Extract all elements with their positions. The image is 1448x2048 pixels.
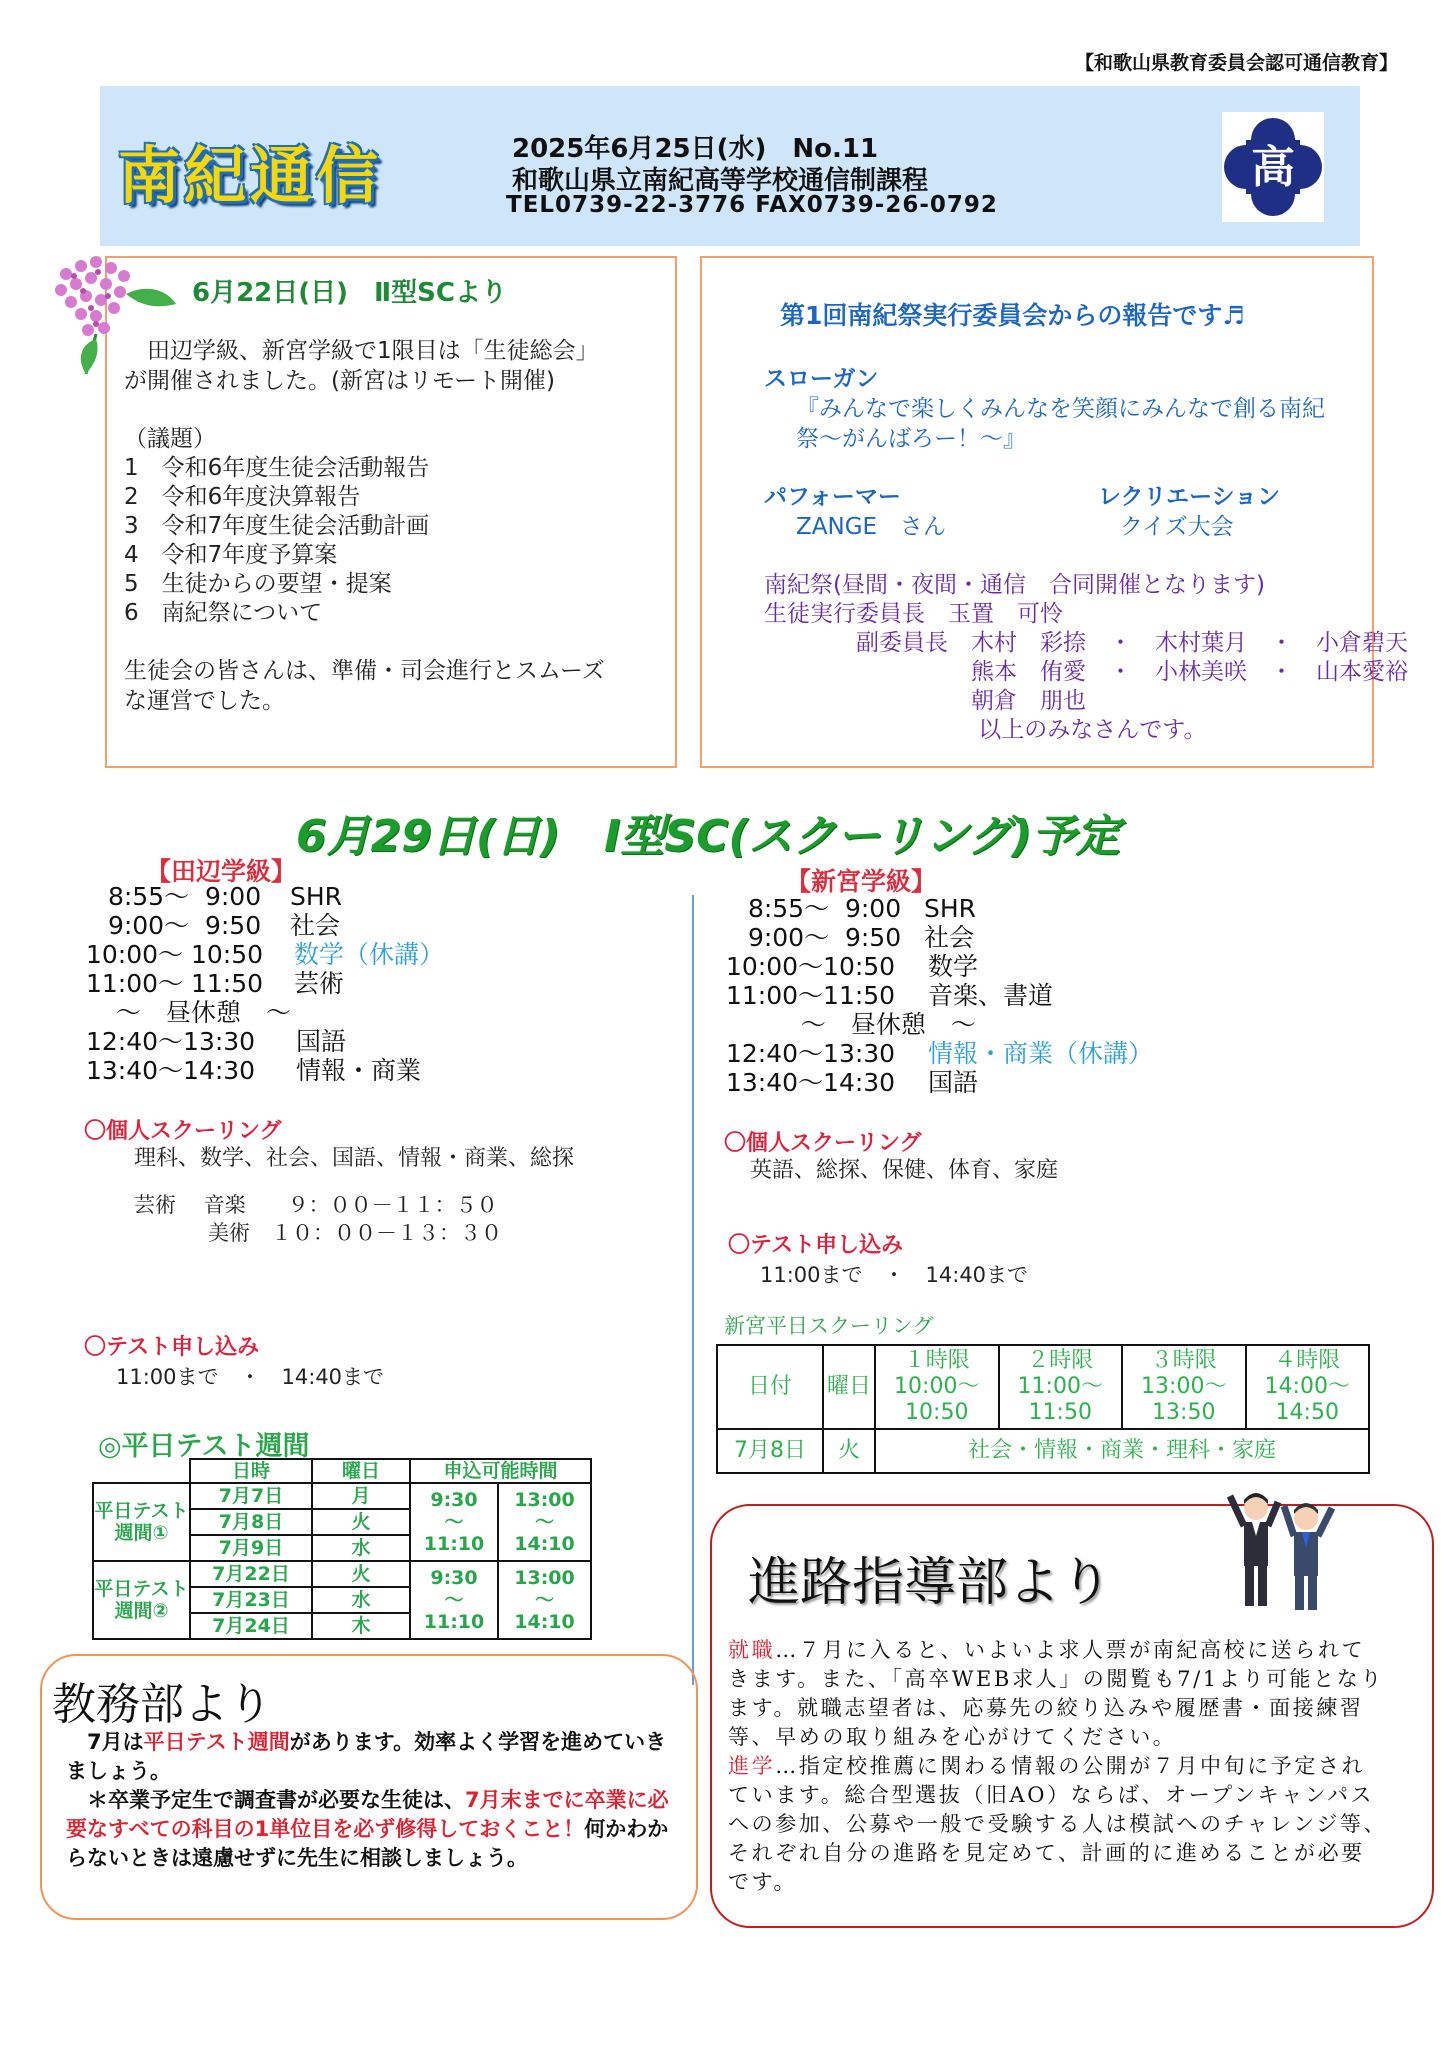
test-day: 木 — [312, 1613, 410, 1639]
contact-info: TEL0739-22-3776 FAX0739-26-0792 — [506, 192, 998, 218]
group-name: 平日テスト週間② — [93, 1561, 190, 1639]
shingu-row-time: 13:40～14:30 — [726, 1068, 896, 1097]
test-date: 7月22日 — [190, 1561, 312, 1587]
agenda-item: 1 令和6年度生徒会活動報告 — [124, 455, 430, 481]
committee-line: 南紀祭(昼間・夜間・通信 合同開催となります) — [764, 572, 1265, 598]
career-line: 就職…７月に入ると、いよいよ求人票が南紀高校に送られて — [728, 1638, 1366, 1662]
test-date: 7月9日 — [190, 1535, 312, 1561]
recreation-name: クイズ大会 — [1120, 514, 1234, 540]
shingu-row-time: 8:55～ 9:00 — [740, 894, 902, 923]
shingu-row-time: 12:40～13:30 — [726, 1039, 896, 1068]
row-date: 7月8日 — [717, 1429, 823, 1473]
shingu-weekday-schooling-title: 新宮平日スクーリング — [724, 1314, 934, 1338]
shingu-weekday-table — [716, 1344, 1370, 1474]
tanabe-art-fine-time: 美術 １０：００－１３：３０ — [208, 1221, 502, 1245]
shingu-row-subject: 数学 — [928, 952, 979, 981]
shingu-individual-subjects: 英語、総探、保健、体育、家庭 — [750, 1158, 1059, 1183]
slot-morning: 9:30 ～ 11:10 — [410, 1483, 498, 1561]
cheering-people-illustration — [1214, 1484, 1344, 1618]
test-date: 7月7日 — [190, 1483, 312, 1509]
shingu-class-label: 【新宮学級】 — [786, 867, 937, 896]
agenda-item: 4 令和7年度予算案 — [124, 542, 338, 568]
shingu-row-subject: 社会 — [924, 923, 975, 952]
corner-cell — [93, 1459, 190, 1483]
shingu-row-subject: SHR — [924, 894, 977, 923]
career-guidance-title: 進路指導部より — [748, 1553, 1113, 1613]
career-line: です。 — [728, 1870, 798, 1894]
career-line: 等、早めの取り組みを心がけてください。 — [728, 1725, 1177, 1749]
career-line: 進学…指定校推薦に関わる情報の公開が７月中旬に予定され — [728, 1754, 1366, 1778]
tanabe-row-time: 12:40～13:30 — [86, 1027, 256, 1056]
shingu-test-application-label: 〇テスト申し込み — [728, 1233, 904, 1258]
tanabe-individual-schooling-label: 〇個人スクーリング — [84, 1119, 282, 1144]
test-day: 月 — [312, 1483, 410, 1509]
sc2-intro-2: が開催されました。(新宮はリモート開催) — [124, 368, 556, 394]
school-emblem — [1222, 112, 1324, 222]
kyomu-line: 要なすべての科目の1単位目を必ず修得しておくこと！何かわか — [66, 1817, 669, 1841]
committee-line: 生徒実行委員長 玉置 可怜 — [764, 601, 1063, 627]
shingu-individual-schooling-label: 〇個人スクーリング — [724, 1131, 922, 1156]
slogan-label: スローガン — [764, 366, 879, 392]
committee-line: 副委員長 木村 彩捺 ・ 木村葉月 ・ 小倉碧天 — [764, 630, 1408, 656]
shingu-lunch-break: ～ 昼休憩 ～ — [760, 1010, 976, 1039]
header-time: 申込可能時間 — [410, 1459, 591, 1483]
committee-line: 熊本 侑愛 ・ 小林美咲 ・ 山本愛裕 — [764, 659, 1408, 685]
tanabe-row-time: 13:40～14:30 — [86, 1056, 256, 1085]
sc2-closing-2: な運営でした。 — [124, 688, 285, 714]
tanabe-test-application-times: 11:00まで ・ 14:40まで — [116, 1365, 385, 1389]
tanabe-row-time: 8:55～ 9:00 — [100, 882, 262, 911]
tanabe-row-time: 9:00～ 9:50 — [100, 911, 262, 940]
career-line: への参加、公募や一般で受験する人は模試へのチャレンジ等、 — [728, 1812, 1388, 1836]
header-date: 日時 — [190, 1459, 312, 1483]
kyomu-line: ＊卒業予定生で調査書が必要な生徒は、7月末までに卒業に必 — [66, 1788, 669, 1812]
festival-report-title: 第1回南紀祭実行委員会からの報告です♬ — [780, 301, 1245, 330]
period-header: ３時限 13:00～ 13:50 — [1122, 1345, 1246, 1429]
tanabe-row-subject: 国語 — [296, 1027, 347, 1056]
test-date: 7月8日 — [190, 1509, 312, 1535]
sc1-schedule-title: 6月29日(日) Ⅰ型SC(スクーリング)予定 — [296, 811, 1120, 862]
tanabe-row-time: 11:00～ 11:50 — [86, 969, 264, 998]
weekday-test-week-title: ◎平日テスト週間 — [98, 1431, 310, 1462]
career-line: ます。就職志望者は、応募先の絞り込みや履歴書・面接練習 — [728, 1696, 1364, 1720]
recreation-label: レクリエーション — [1098, 484, 1281, 510]
column-divider — [692, 895, 694, 1685]
shingu-row-time: 11:00～11:50 — [726, 981, 896, 1010]
header-day: 曜日 — [312, 1459, 410, 1483]
agenda-item: 3 令和7年度生徒会活動計画 — [124, 513, 430, 539]
shingu-row-time: 9:00～ 9:50 — [740, 923, 902, 952]
shingu-row-time: 10:00～10:50 — [726, 952, 896, 981]
issue-date: 2025年6月25日(水) No.11 — [512, 134, 879, 164]
slogan-line: 祭～がんばろー！～』 — [796, 426, 1026, 452]
shingu-row-subject: 国語 — [928, 1068, 979, 1097]
career-line: ています。総合型選抜（旧AO）ならば、オープンキャンパス — [728, 1783, 1375, 1807]
period-header: ２時限 11:00～ 11:50 — [999, 1345, 1123, 1429]
career-line: それぞれ自分の進路を見定めて、計画的に進めることが必要 — [728, 1841, 1365, 1865]
agenda-item: 6 南紀祭について — [124, 600, 323, 626]
group-name: 平日テスト週間① — [93, 1483, 190, 1561]
period-header: １時限 10:00～ 10:50 — [875, 1345, 999, 1429]
slot-afternoon: 13:00 ～ 14:10 — [498, 1561, 591, 1639]
row-day: 火 — [823, 1429, 875, 1473]
performer-name: ZANGE さん — [796, 514, 947, 540]
kyomu-line: らないときは遠慮せずに先生に相談しましょう。 — [66, 1846, 528, 1870]
sc2-intro-1: 田辺学級、新宮学級で1限目は「生徒総会」 — [124, 338, 599, 364]
kyomu-line: ましょう。 — [66, 1759, 171, 1783]
school-name: 和歌山県立南紀高等学校通信制課程 — [512, 166, 929, 196]
kyomu-line: 7月は平日テスト週間があります。効率よく学習を進めていき — [66, 1730, 667, 1754]
weekday-test-table — [92, 1458, 592, 1640]
agenda-item: 5 生徒からの要望・提案 — [124, 571, 392, 597]
emblem-char: 高 — [1251, 142, 1295, 193]
sc2-title: 6月22日(日) Ⅱ型SCより — [192, 278, 507, 308]
slogan-line: 『みんなで楽しくみんなを笑顔にみんなで創る南紀 — [796, 396, 1325, 422]
slot-afternoon: 13:00 ～ 14:10 — [498, 1483, 591, 1561]
shingu-row-subject: 音楽、書道 — [928, 981, 1054, 1010]
test-date: 7月23日 — [190, 1587, 312, 1613]
row-subjects: 社会・情報・商業・理科・家庭 — [875, 1429, 1369, 1473]
test-date: 7月24日 — [190, 1613, 312, 1639]
tanabe-individual-subjects: 理科、数学、社会、国語、情報・商業、総探 — [134, 1146, 575, 1171]
shingu-test-application-times: 11:00まで ・ 14:40まで — [760, 1263, 1029, 1287]
certification-note: 【和歌山県教育委員会認可通信教育】 — [1074, 52, 1398, 74]
committee-line: 以上のみなさんです。 — [764, 717, 1207, 743]
header-day: 曜日 — [823, 1345, 875, 1429]
agenda-label: （議題） — [124, 426, 216, 452]
header-date: 日付 — [717, 1345, 823, 1429]
test-day: 水 — [312, 1535, 410, 1561]
tanabe-test-application-label: 〇テスト申し込み — [84, 1335, 260, 1360]
test-day: 水 — [312, 1587, 410, 1613]
sc2-closing-1: 生徒会の皆さんは、準備・司会進行とスムーズ — [124, 658, 605, 684]
period-header: ４時限 14:00～ 14:50 — [1246, 1345, 1370, 1429]
tanabe-row-subject: 社会 — [290, 911, 341, 940]
tanabe-row-subject: SHR — [290, 882, 343, 911]
test-day: 火 — [312, 1509, 410, 1535]
tanabe-row-time: 10:00～ 10:50 — [86, 940, 264, 969]
academic-affairs-title: 教務部より — [52, 1679, 272, 1730]
tanabe-lunch-break: ～ 昼休憩 ～ — [100, 998, 291, 1027]
test-day: 火 — [312, 1561, 410, 1587]
tanabe-class-label: 【田辺学級】 — [146, 857, 297, 886]
newsletter-logo: 南紀通信 — [118, 139, 383, 212]
tanabe-row-subject-cancelled: 数学（休講） — [294, 940, 445, 969]
tanabe-art-music-time: 芸術 音楽 ９：００－１１：５０ — [134, 1193, 498, 1217]
shingu-row-subject-cancelled: 情報・商業（休講） — [928, 1039, 1154, 1068]
tanabe-row-subject: 情報・商業 — [296, 1056, 422, 1085]
career-line: きます。また、「高卒WEB求人」の閲覧も7/1より可能となり — [728, 1667, 1384, 1691]
tanabe-row-subject: 芸術 — [294, 969, 345, 998]
performer-label: パフォーマー — [764, 484, 901, 510]
slot-morning: 9:30 ～ 11:10 — [410, 1561, 498, 1639]
committee-line: 朝倉 朋也 — [764, 688, 1086, 714]
agenda-item: 2 令和6年度決算報告 — [124, 484, 361, 510]
